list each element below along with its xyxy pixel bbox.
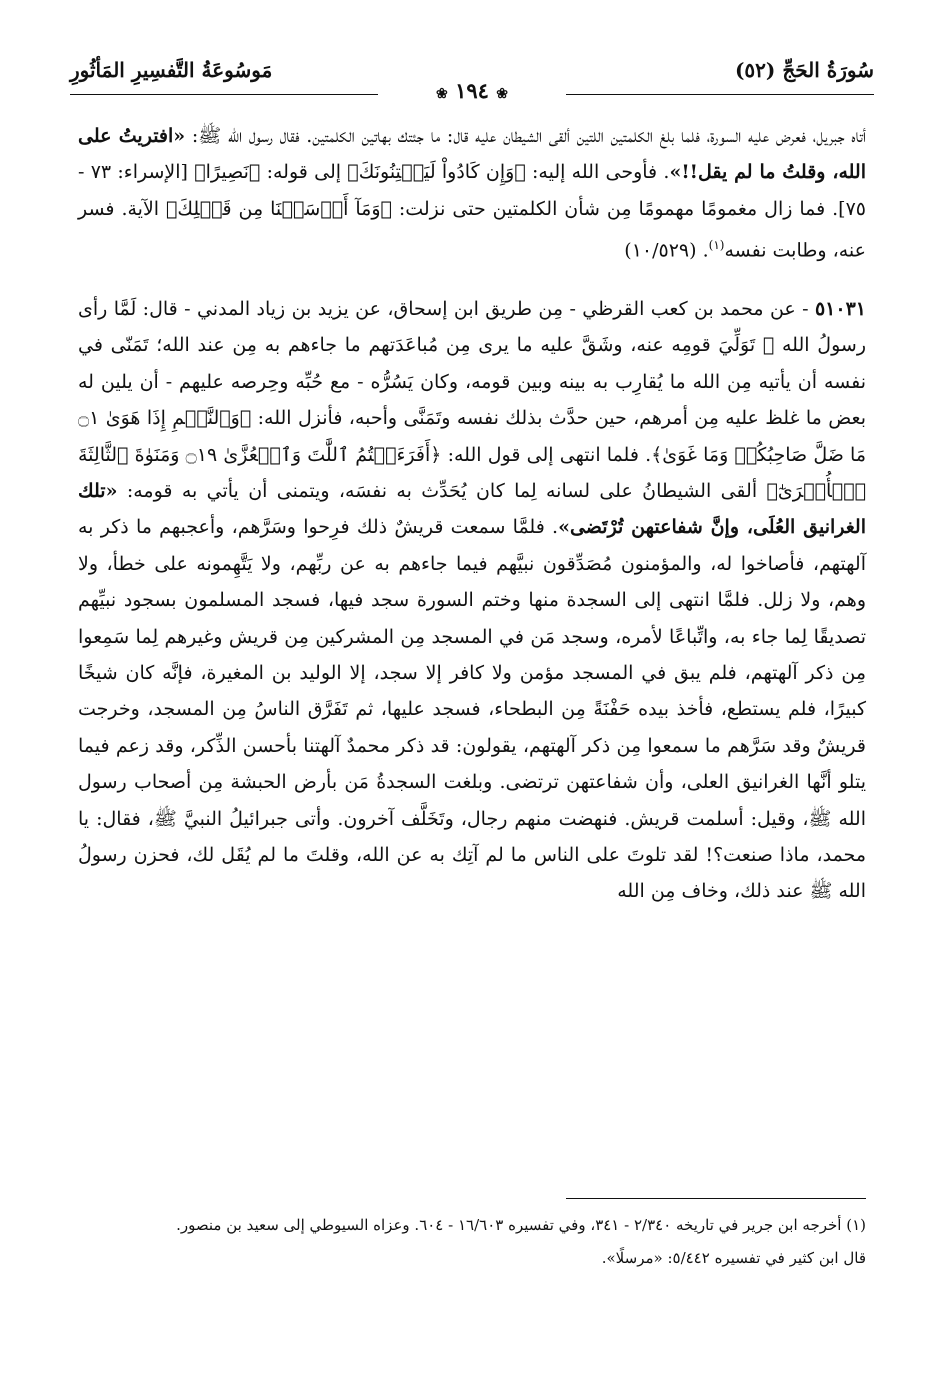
- surah-title: سُورَةُ الحَجِّ (٥٢): [734, 58, 874, 82]
- reference-citation: . (١٠/٥٢٩): [624, 239, 709, 262]
- footnote-divider: [566, 1198, 866, 1199]
- narration-number: ٥١٠٣١: [814, 297, 866, 320]
- paragraph-continuation: [78, 118, 866, 269]
- narration-51031: [78, 291, 866, 910]
- paragraph-text: - عن محمد بن كعب القرظي - مِن طريق ابن إسحاق، عن يزيد بن زياد المدني - قال: لَمَّا رأى رسولُ الله ﷺ تَوَلِّيَ قومِه عنه، وشَقَّ عليه ما يرى مِن مُباعَدَتهم ما جاءهم به مِن عند الله؛ تَمَنّى في نفسه أن يأتيه مِن الله ما يُقارِب به بينه وبين قومه، وكان يَسُرُّه - مع حُبِّه وحِرصه عليهم - أن يلين له بعض ما غلظ عليه مِن أمرهم، حين حدَّث بذلك نفسه وتَمَنَّى وأحبه، فأنزل الله: ﴿وَٱلنَّجۡمِ إِذَا هَوَىٰ ۝١ مَا ضَلَّ صَاحِبُكُمۡ وَمَا غَوَىٰ﴾. فلما انتهى إلى قول الله: ﴿أَفَرَءَيۡتُمُ ٱللَّٰتَ وَٱلۡعُزَّىٰ ۝١٩ وَمَنَوٰةَ ٱلثَّالِثَةَ ٱلۡأُخۡرَىٰٓ﴾ ألقى الشيطانُ على لسانه لِما كان يُحَدِّث به نفسَه، ويتمنى أن يأتي به قومه:: [78, 297, 867, 502]
- paragraph-text: أتاه جبريل، فعرض عليه السورة، فلما بلغ الكلمتين اللتين ألقى الشيطان عليه قال: ما جئتك بهاتين الكلمتين. فقال رسول الله ﷺ:: [185, 125, 866, 147]
- ornament-right-icon: ❀: [496, 86, 508, 102]
- header-rule-left: [70, 94, 378, 95]
- footnote-1: (١) أخرجه ابن جرير في تاريخه ٢/٣٤٠ - ٣٤١، وفي تفسيره ١٦/٦٠٣ - ٦٠٤. وعزاه السيوطي إلى سعيد بن منصور.: [176, 1216, 866, 1234]
- paragraph-text: . فلمَّا سمعت قريشٌ ذلك فرِحوا وسَرَّهم، وأعجبهم ما ذكر به آلهتهم، فأصاخوا له، والمؤمنون مُصَدِّقون نبيَّهم فيما جاءهم به عن ربِّهم، ولا يَتَّهِمونه على خطأ، ولا وهم، ولا زلل. فلمَّا انتهى إلى السجدة منها وختم السورة سجد فيها، فسجد المسلمون بسجود نبيِّهم تصديقًا لِما جاء به، واتِّباعًا لأمره، وسجد مَن في المسجد مِن المشركين مِن قريش وغيرهم لِما سَمِعوا مِن ذكر آلهتهم، فلم يبق في المسجد مؤمن ولا كافر إلا سجد، إلا الوليد بن المغيرة، فإنَّه كان شيخًا كبيرًا، فلم يستطع، فأخذ بيده حَفْنَةً مِن البطحاء، فسجد عليها، ثم تَفَرَّق الناسُ مِن المسجد، وخرجت قريشٌ وقد سَرَّهم ما سمعوا مِن ذكر آلهتهم، يقولون: قد ذكر محمدٌ آلهتنا بأحسن الذِّكر، وقد زعم فيما يتلو أنَّها الغرانيق العلى، وأن شفاعتهن ترتضى. وبلغت السجدةُ مَن بأرض الحبشة مِن أصحاب رسول الله ﷺ، وقيل: أسلمت قريش. فنهضت منهم رجال، وتَخَلَّف آخرون. وأتى جبرائيلُ النبيَّ ﷺ، فقال: يا محمد، ماذا صنعت؟! لقد تلوتَ على الناس ما لم آتِك به عن الله، وقلتَ ما لم يُقَل لك، فحزن رسولُ الله ﷺ عند ذلك، وخاف مِن الله: [78, 516, 866, 903]
- page-number: ١٩٤: [455, 78, 489, 103]
- ornament-left-icon: ❀: [436, 86, 448, 102]
- footnote-marker: (١): [708, 238, 725, 253]
- footnotes: [78, 1212, 866, 1272]
- page-header: [70, 58, 874, 102]
- book-title: مَوسُوعَةُ التَّفسِيرِ المَأثُورِ: [70, 58, 273, 82]
- main-text: [78, 118, 866, 910]
- paragraph-text: . فأوحى الله إليه: ﴿وَإِن كَادُواْ لَيَفۡتِنُونَكَ﴾ إلى قوله: ﴿نَصِيرًا﴾ [الإسراء: ٧٣ - ٧٥]. فما زال مغمومًا مهمومًا مِن شأن الكلمتين حتى نزلت: ﴿وَمَآ أَرۡسَلۡنَا مِن قَبۡلِكَ﴾ الآية. فسر عنه، وطابت نفسه: [78, 161, 866, 262]
- gharaniq-quote: «تلك الغرانيق العُلَى، وإنَّ شفاعتهن تُرْتَضى»: [78, 479, 866, 539]
- header-rule-right: [566, 94, 874, 95]
- prophet-quote: «افتريتُ على الله، وقلتُ ما لم يقل!!»: [78, 125, 866, 184]
- footnote-1-note: قال ابن كثير في تفسيره ٥/٤٤٢: «مرسلًا».: [601, 1248, 866, 1267]
- page-number-group: [436, 78, 508, 103]
